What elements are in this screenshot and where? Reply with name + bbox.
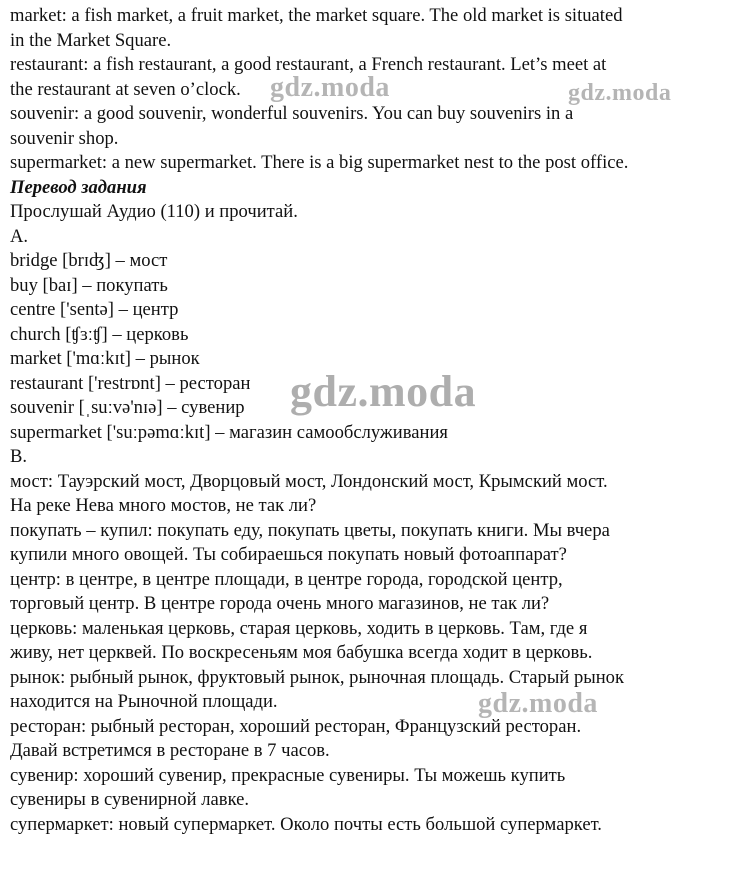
text-line: bridge [brɪʤ] – мост (10, 250, 168, 271)
text-line: На реке Нева много мостов, не так ли? (10, 495, 317, 516)
text-line: ресторан: рыбный ресторан, хороший ресторан, Французский ресторан. (10, 715, 582, 737)
text-line: souvenir [ˌsuːvə'nɪə] – сувенир (10, 397, 245, 418)
text-line: B. (10, 446, 28, 467)
text-line: мост: Тауэрский мост, Дворцовый мост, Лондонский мост, Крымский мост. (10, 470, 608, 492)
watermark: gdz.moda (290, 367, 477, 416)
document-body (10, 4, 726, 837)
text-line: the restaurant at seven o’clock. (10, 78, 241, 100)
text-line: Давай встретимся в ресторане в 7 часов. (10, 740, 330, 761)
text-line: живу, нет церквей. По воскресеньям моя бабушка всегда ходит в церковь. (10, 642, 593, 663)
text-line: сувенир: хороший сувенир, прекрасные сувениры. Ты можешь купить (10, 764, 566, 786)
text-line: покупать – купил: покупать еду, покупать цветы, покупать книги. Мы вчера (10, 519, 610, 541)
text-line: restaurant: a fish restaurant, a good restaurant, a French restaurant. Let’s meet at (10, 54, 607, 75)
text-line: market ['mɑːkɪt] – рынок (10, 348, 200, 369)
text-line: церковь: маленькая церковь, старая церковь, ходить в церковь. Там, где я (10, 617, 588, 639)
text-line: restaurant ['restrɒnt] – ресторан (10, 372, 251, 394)
text-line: market: a fish market, a fruit market, the market square. The old market is situated (10, 5, 623, 26)
text-line: рынок: рыбный рынок, фруктовый рынок, рыночная площадь. Старый рынок (10, 666, 625, 688)
watermark: gdz.moda (270, 72, 390, 103)
text-line: A. (10, 225, 29, 247)
text-line: supermarket: a new supermarket. There is a big supermarket nest to the post office. (10, 152, 629, 173)
text-line: находится на Рыночной площади. (10, 691, 278, 712)
text-line: souvenir shop. (10, 127, 119, 149)
watermark: gdz.moda (568, 80, 672, 106)
text-line: buy [baɪ] – покупать (10, 274, 168, 296)
text-line: centre ['sentə] – центр (10, 299, 179, 320)
text-line: in the Market Square. (10, 29, 172, 51)
text-line: сувениры в сувенирной лавке. (10, 789, 250, 810)
text-line: souvenir: a good souvenir, wonderful souvenirs. You can buy souvenirs in a (10, 103, 574, 124)
section-heading: Перевод задания (10, 176, 147, 198)
text-line: супермаркет: новый супермаркет. Около почты есть большой супермаркет. (10, 813, 602, 835)
text-line: supermarket ['suːpəmɑːkɪt] – магазин самообслуживания (10, 421, 448, 443)
text-line: church [ʧɜːʧ] – церковь (10, 323, 189, 345)
text-line: Прослушай Аудио (110) и прочитай. (10, 201, 298, 222)
text-line: купили много овощей. Ты собираешься покупать новый фотоаппарат? (10, 544, 567, 565)
watermark: gdz.moda (478, 688, 598, 719)
text-line: торговый центр. В центре города очень много магазинов, не так ли? (10, 593, 550, 614)
text-line: центр: в центре, в центре площади, в центре города, городской центр, (10, 568, 563, 590)
